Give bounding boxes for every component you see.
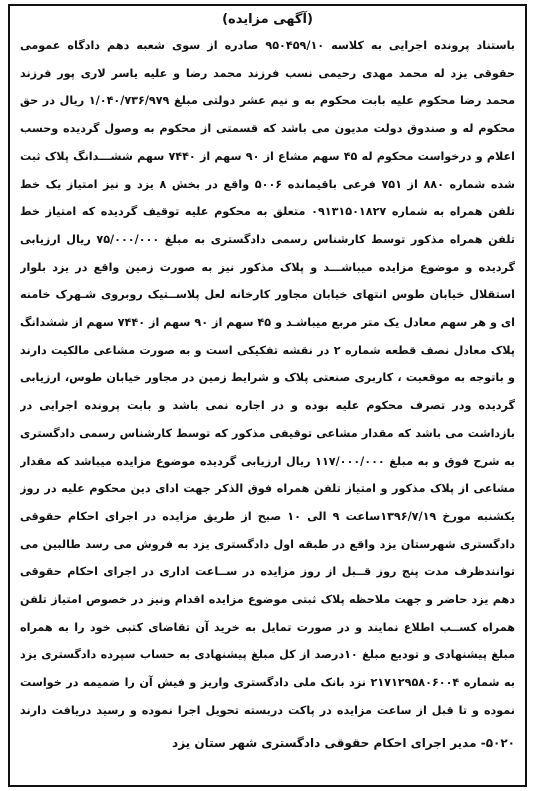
notice-title: (آگهی مزایده) <box>222 12 313 27</box>
notice-frame <box>8 4 527 787</box>
notice-signature: ۵۰۲۰- مدیر اجرای احکام حقوقی دادگستری شهر ستان یزد <box>172 736 515 750</box>
notice-body: باستناد پرونده اجرایی به کلاسه ۹۵۰۴۵۹/۱۰ صادره از سوی شعبه دهم دادگاه عمومی حقوقی یزد له محمد مهدی رحیمی نسب فرزند محمد رضا و علیه یاسر لاری پور فرزند محمد رضا محکوم علیه بابت محکوم به و نیم عشر دولتی مبلغ ۱/۰۴۰/۷۳۶/۹۷۹ ریال در حق محکوم له و صندوق دولت مدیون می باشد که قسمتی از محکوم به وصول گردیده وحسب اعلام و درخواست محکوم له ۴۵ سهم مشاع از ۹۰ سهم از ۷۴۴۰ سهم ششـــدانگ پلاک ثبت شده شماره ۸۸۰ از ۷۵۱ فرعی باقیمانده ۵۰۰۶ واقع در بخش ۸ یزد و نیز امتیاز یک خط تلفن همراه به شماره ۰۹۱۳۱۵۰۱۸۲۷ متعلق به محکوم علیه توقیف گردیده که امتیاز خط تلفن همراه مذکور توسط کارشناس رسمی دادگستری به مبلغ ۷۵/۰۰۰/۰۰۰ ریال ارزیابی گردیده و موضوع مزایده میباشـــد و پلاک مذکور نیز به صورت زمین واقع در یزد بلوار استقلال خیابان طوس انتهای خیابان مجاور کارخانه لعل پلاســتیک روبروی شـهرک خامنه ای و هر سهم معادل یک متر مربع میباشـد و ۴۵ سهم از ۹۰ سهم از ۷۴۴۰ سهم از ششدانگ پلاک معادل نصف قطعه شماره ۲ در نقشه تفکیکی است و به صورت مشاعی مالکیت دارند و باتوجه به موقعیت ، کاربری صنعتی پلاک و شرایط زمین در مجاور خیابان طوس، ارزیابی گردیده ودر تصرف محکوم علیه بوده و در اجاره نمی باشد و بابت پرونده اجرایی در بازداشت می باشد که مقدار مشاعی توقیفی مذکور که توسط کارشناس رسمی دادگستری به شرح فوق و به مبلغ ۱۱۷/۰۰۰/۰۰۰ ریال ارزیابی گردیده موضوع مزایده میباشد که مقدار مشاعی از پلاک مذکور و امتیاز تلفن همراه فوق الذکر جهت ادای دین محکوم علیه در روز یکشنبه مورخ ۱۳۹۶/۷/۱۹ساعت ۹ الی ۱۰ صبح از طریق مزایده در اجرای احکام حقوقی دادگستری شهرستان یزد واقع در طبقه اول دادگستری یزد به فروش می رسد طالبین می توانندظرف مدت پنج روز قــبل از روز مزایده در ســاعت اداری در اجرای احکام حقوقی دهم یزد حاضر و جهت ملاحظه پلاک ثبتی موضوع مزایده اقدام ونیز در خصوص امتیاز تلفن همراه کســب اطلاع نمایند و در صورت تمایل به خرید آن تقاضای کتبی خود را به همراه مبلغ پیشنهادی و تودیع مبلغ ۱۰درصد از کل مبلغ پیشنهادی به حساب سپرده دادگستری یزد به شماره ۲۱۷۱۲۹۵۸۰۶۰۰۴ نزد بانک ملی دادگستری واریز و فیش آن را ضمیمه در خواست نموده و تا قبل از ساعت مزایده در پاکت دربسته تحویل اجرا نموده و رسید دریافت دارند <box>20 39 515 717</box>
